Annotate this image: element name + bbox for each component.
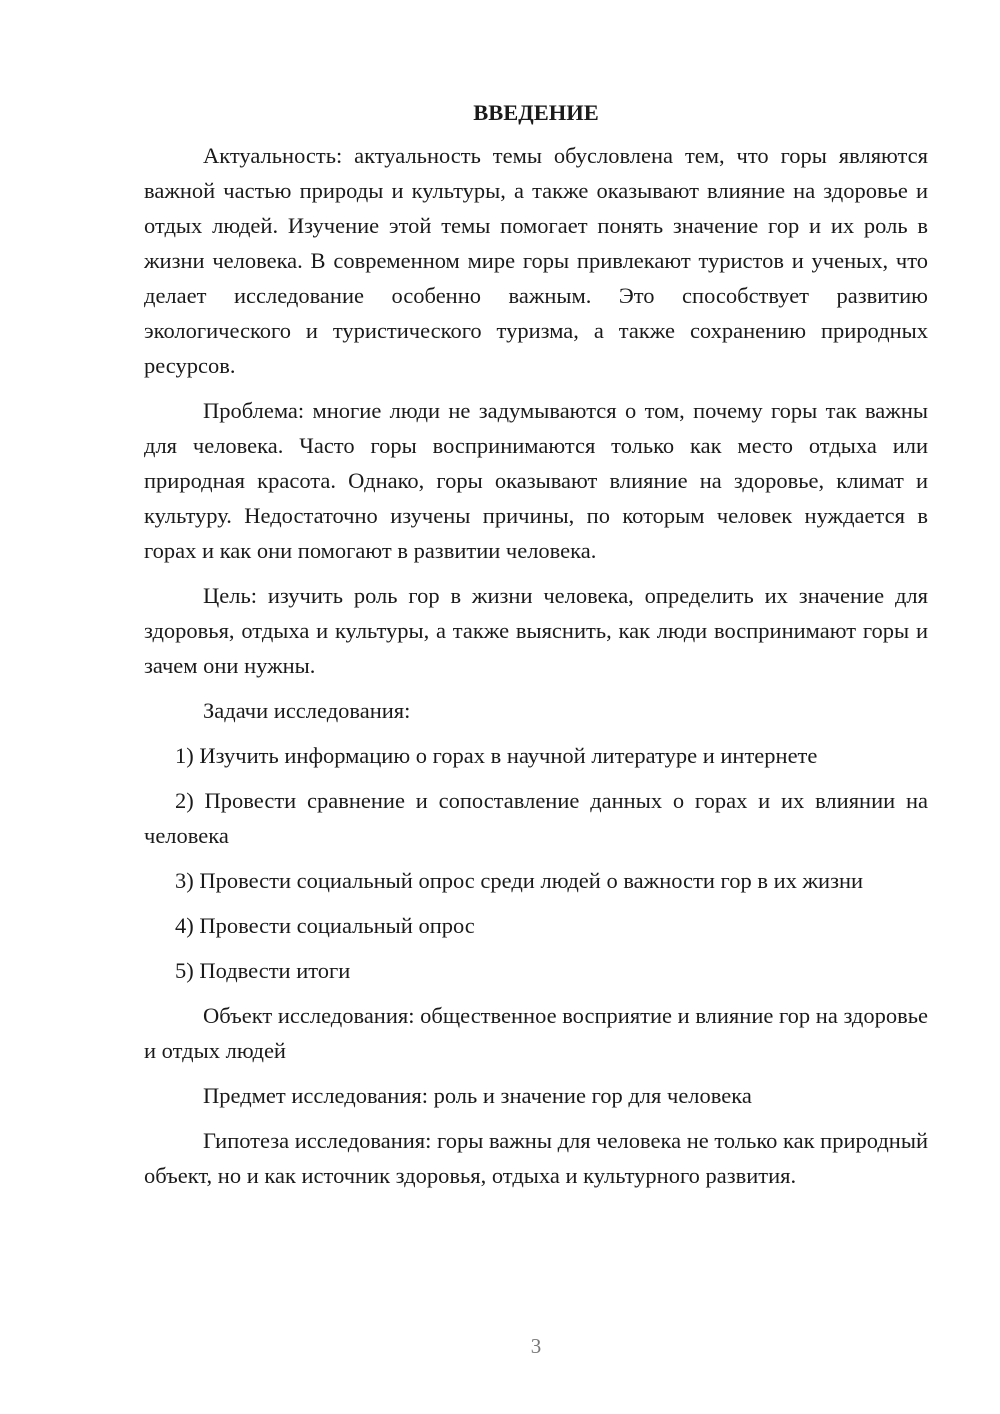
task-item: 2) Провести сравнение и сопоставление данных о горах и их влиянии на человека — [144, 788, 928, 848]
task-item: 3) Провести социальный опрос среди людей о важности гор в их жизни — [175, 868, 864, 893]
object-paragraph: Объект исследования: общественное восприятие и влияние гор на здоровье и отдых людей — [144, 1003, 928, 1063]
goal-paragraph: Цель: изучить роль гор в жизни человека, определить их значение для здоровья, отдыха и культуры, а также выяснить, как люди воспринимают горы и зачем они нужны. — [144, 583, 928, 678]
task-item: 1) Изучить информацию о горах в научной литературе и интернете — [175, 743, 818, 768]
hypothesis-paragraph: Гипотеза исследования: горы важны для человека не только как природный объект, но и как источник здоровья, отдыха и культурного развития. — [144, 1128, 928, 1188]
task-item: 5) Подвести итоги — [175, 958, 351, 983]
tasks-heading: Задачи исследования: — [203, 698, 411, 723]
subject-paragraph: Предмет исследования: роль и значение гор для человека — [203, 1083, 752, 1108]
page-title: ВВЕДЕНИЕ — [473, 100, 599, 125]
relevance-paragraph: Актуальность: актуальность темы обусловлена тем, что горы являются важной частью природы и культуры, а также оказывают влияние на здоровье и отдых людей. Изучение этой темы помогает понять значение гор и их роль в жизни человека. В современном мире горы привлекают туристов и ученых, что делает исследование особенно важным. Это способствует развитию экологического и туристического туризма, а также сохранению природных ресурсов. — [144, 143, 928, 378]
document-body — [144, 95, 928, 1203]
task-item: 4) Провести социальный опрос — [175, 913, 475, 938]
page-number: 3 — [530, 1334, 542, 1358]
problem-paragraph: Проблема: многие люди не задумываются о том, почему горы так важны для человека. Часто горы воспринимаются только как место отдыха или природная красота. Однако, горы оказывают влияние на здоровье, климат и культуру. Недостаточно изучены причины, по которым человек нуждается в горах и как они помогают в развитии человека. — [144, 398, 928, 563]
